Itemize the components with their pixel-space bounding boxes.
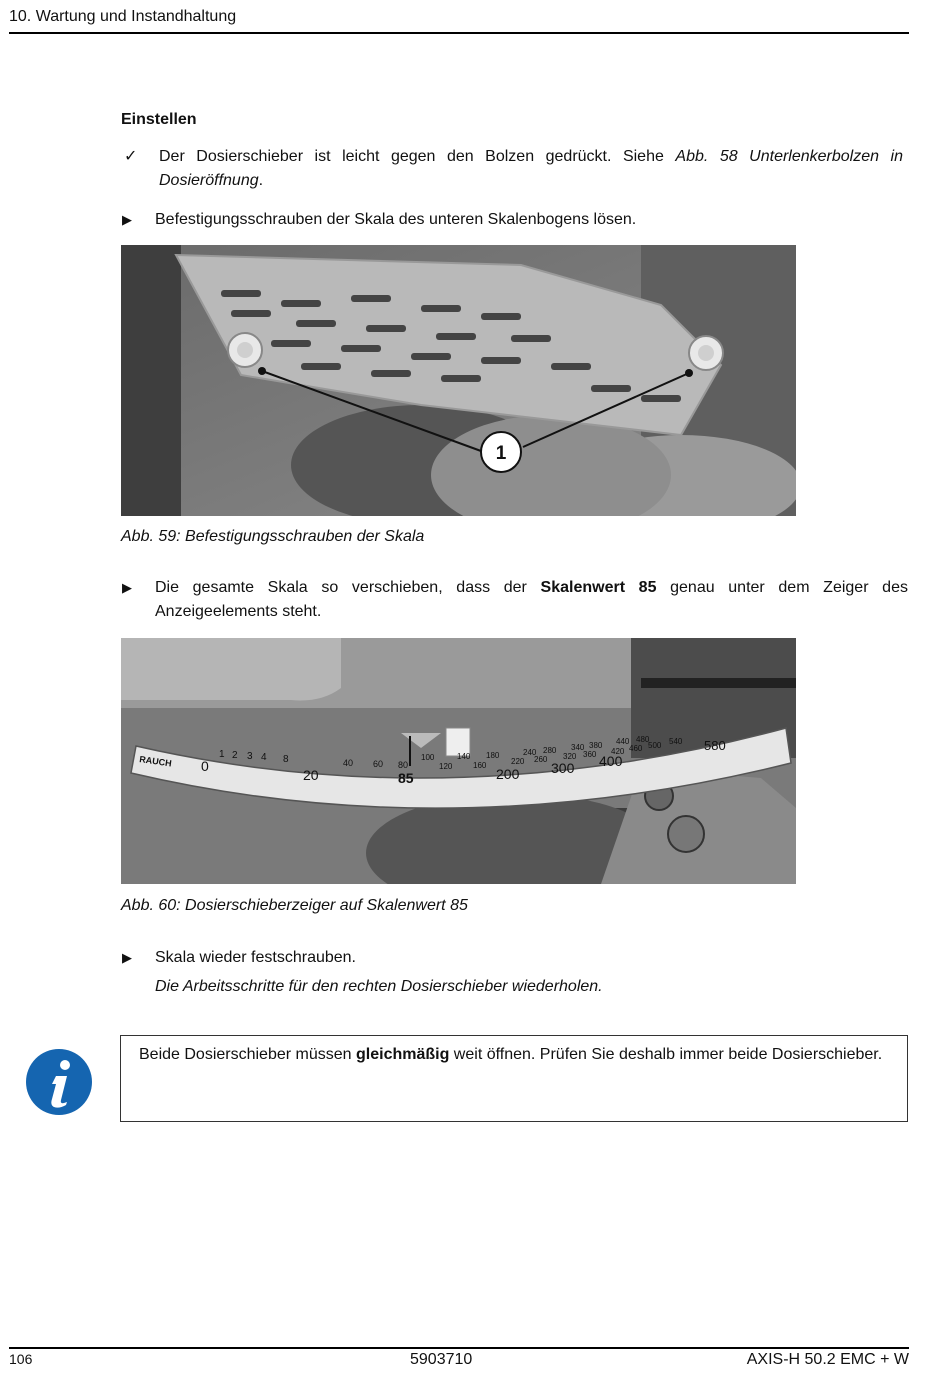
scale-minor-label: 2	[232, 750, 238, 761]
figure-59-image	[121, 245, 796, 516]
header-chapter: 10. Wartung und Instandhaltung	[9, 8, 237, 25]
figure-59-drawing	[121, 245, 796, 516]
step2-text-b: genau unter dem Zeiger des Anzeigeelements steht.	[155, 579, 908, 620]
note-text-bold: gleichmäßig	[356, 1046, 450, 1063]
note-text-a: Beide Dosierschieber müssen	[139, 1046, 356, 1063]
precondition-text-a: Der Dosierschieber ist leicht gegen den Bolzen gedrückt. Siehe	[159, 148, 676, 165]
scale-minor-label: 360	[583, 750, 597, 759]
scale-minor-label: 340	[571, 743, 585, 752]
precondition-text-b: .	[258, 172, 264, 189]
scale-minor-label: 440	[616, 737, 630, 746]
scale-minor-label: 220	[511, 757, 525, 766]
scale-minor-label: 40	[343, 758, 354, 768]
figure-59-callout: 1	[495, 443, 507, 464]
step2-text-bold: Skalenwert 85	[540, 579, 657, 596]
step-arrow-icon: ▶	[122, 212, 132, 227]
scale-major-label: 400	[599, 753, 623, 769]
step-arrow-icon: ▶	[122, 580, 132, 595]
scale-minor-label: 100	[421, 753, 435, 762]
note-text	[139, 1043, 899, 1067]
scale-minor-label: 280	[543, 746, 557, 755]
result-text: Die Arbeitsschritte für den rechten Dosierschieber wiederholen.	[155, 978, 603, 995]
check-icon: ✓	[124, 148, 138, 165]
scale-major-label: 85	[398, 770, 414, 786]
section-title: Einstellen	[121, 111, 197, 128]
precondition-text	[159, 145, 903, 193]
precondition-ref: Abb. 58 Unterlenkerbolzen in Dosieröffnung	[159, 148, 903, 189]
info-icon	[25, 1048, 93, 1116]
scale-minor-label: 240	[523, 748, 537, 757]
scale-minor-label: 500	[648, 741, 662, 750]
step1-text: Befestigungsschrauben der Skala des unteren Skalenbogens lösen.	[155, 211, 637, 228]
scale-major-label: 580	[704, 738, 726, 753]
scale-minor-label: 480	[636, 735, 650, 744]
figure-60-drawing	[121, 638, 796, 884]
scale-minor-label: 4	[261, 752, 267, 763]
scale-minor-label: 1	[219, 749, 225, 760]
scale-minor-label: 320	[563, 752, 577, 761]
product-name: AXIS-H 50.2 EMC + W	[746, 1351, 909, 1368]
footer-rule	[9, 1347, 909, 1349]
page-number: 106	[9, 1351, 33, 1367]
scale-minor-label: 60	[373, 759, 384, 769]
scale-minor-label: 540	[669, 737, 683, 746]
scale-minor-label: 140	[457, 752, 471, 761]
step-arrow-icon: ▶	[122, 950, 132, 965]
step3-text: Skala wieder festschrauben.	[155, 949, 356, 966]
step2-text	[155, 576, 908, 624]
scale-major-label: 300	[551, 760, 575, 776]
step2-text-a: Die gesamte Skala so verschieben, dass der	[155, 579, 541, 596]
scale-minor-label: 120	[439, 762, 453, 771]
scale-minor-label: 3	[247, 751, 253, 762]
note-text-b: weit öffnen. Prüfen Sie deshalb immer beide Dosierschieber.	[449, 1046, 883, 1063]
scale-major-label: 0	[201, 758, 209, 774]
scale-minor-label: 380	[589, 741, 603, 750]
scale-minor-label: 80	[398, 760, 409, 770]
scale-minor-label: 8	[283, 754, 289, 765]
figure-60-caption: Abb. 60: Dosierschieberzeiger auf Skalenwert 85	[121, 897, 468, 914]
scale-minor-label: 460	[629, 744, 643, 753]
doc-number: 5903710	[410, 1351, 473, 1368]
scale-brand: RAUCH	[138, 754, 173, 769]
scale-major-label: 20	[303, 767, 319, 783]
scale-minor-label: 160	[473, 761, 487, 770]
figure-59-caption: Abb. 59: Befestigungsschrauben der Skala	[121, 528, 425, 545]
scale-major-label: 200	[496, 766, 520, 782]
scale-minor-label: 180	[486, 751, 500, 760]
header-rule	[9, 32, 909, 34]
scale-minor-label: 260	[534, 755, 548, 764]
figure-60-image	[121, 638, 796, 884]
scale-minor-label: 420	[611, 747, 625, 756]
